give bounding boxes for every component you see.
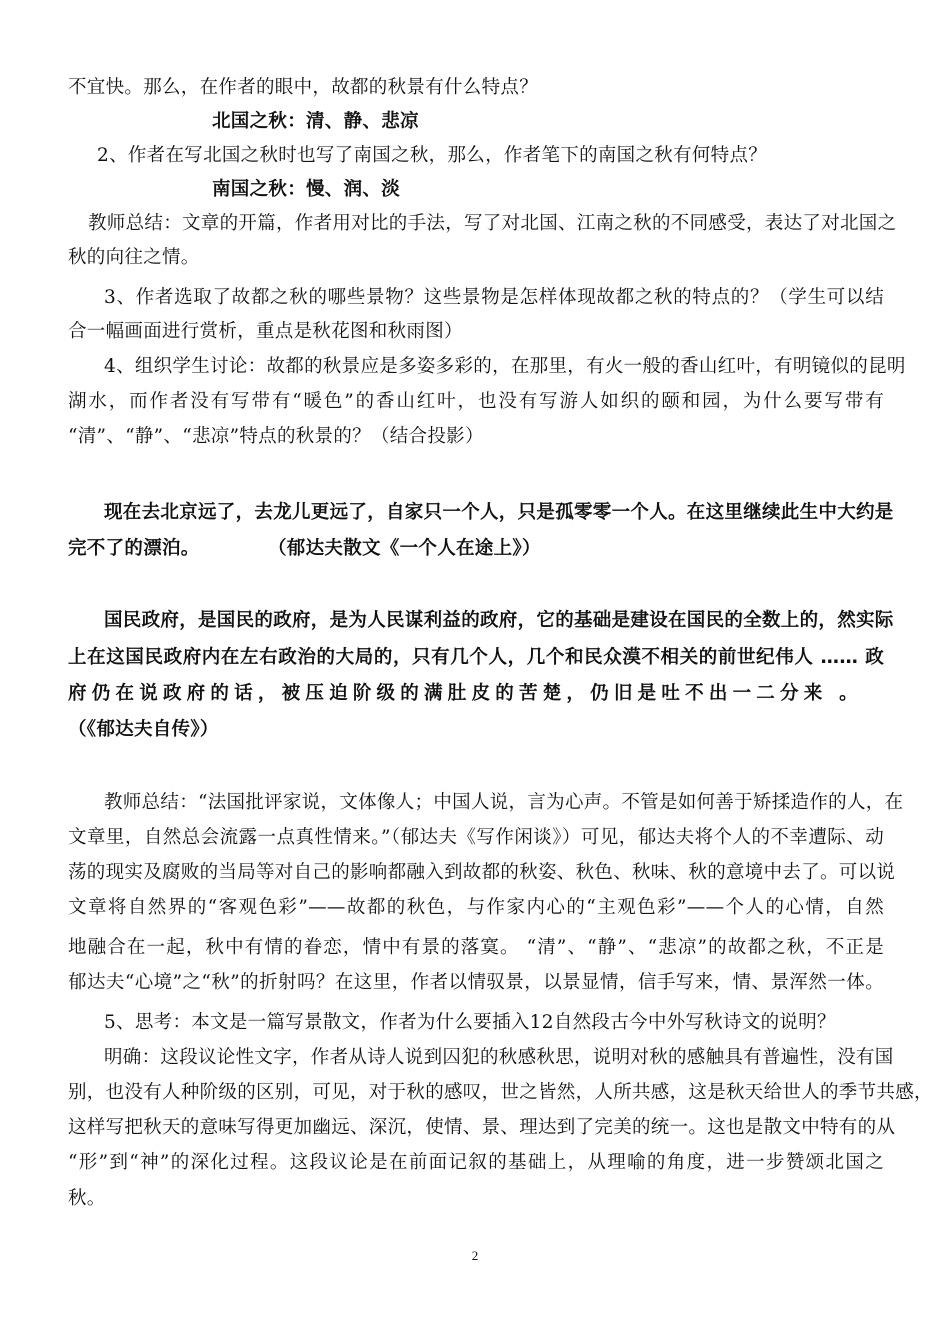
question-5: 5、思考：本文是一篇写景散文，作者为什么要插入12自然段古今中外写秋诗文的说明？ xyxy=(104,1012,836,1033)
teacher-summary-1: 教师总结：文章的开篇，作者用对比的手法，写了对北国、江南之秋的不同感受，表达了对北国之 xyxy=(88,213,897,234)
text-line: 荡的现实及腐败的当局等对自己的影响都融入到故都的秋姿、秋色、秋味、秋的意境中去了。可以说 xyxy=(68,862,896,883)
quote-2-line-2: 上在这国民政府内在左右政治的大局的，只有几个人，几个和民众漠不相关的前世纪伟人 …… 政 xyxy=(68,647,884,668)
text-line: 地融合在一起，秋中有情的眷恋，情中有景的落寞。 “清”、“静”、“悲凉”的故都之秋，不正是 xyxy=(68,937,884,958)
text-line: 文章里，自然总会流露一点真性情来。”（郁达夫《写作闲谈》）可见，郁达夫将个人的不幸遭际、动 xyxy=(68,827,884,848)
quote-1-source: （郁达夫散文《一个人在途上》） xyxy=(268,538,541,559)
text-line: 合一幅画面进行赏析，重点是秋花图和秋雨图） xyxy=(68,321,463,342)
teacher-summary-2: 教师总结：“法国批评家说，文体像人；中国人说，言为心声。不管是如何善于矫揉造作的人，在 xyxy=(104,792,904,813)
text-line: 秋。 xyxy=(68,1188,106,1209)
text-line: 郁达夫“心境”之“秋”的折射吗？在这里，作者以情驭景，以景显情，信手写来，情、景浑然一体。 xyxy=(68,972,884,993)
answer-line-1: 明确：这段议论性文字，作者从诗人说到囚犯的秋感秋思，说明对秋的感触具有普遍性，没有国 xyxy=(104,1047,894,1068)
page-number: 2 xyxy=(471,1248,479,1263)
question-2: 2、作者在写北国之秋时也写了南国之秋，那么，作者笔下的南国之秋有何特点？ xyxy=(97,145,768,166)
text-line: “清”、“静”、“悲凉”特点的秋景的？（结合投影） xyxy=(68,426,484,447)
text-line: 不宜快。那么，在作者的眼中，故都的秋景有什么特点？ xyxy=(68,77,539,98)
question-4: 4、组织学生讨论：故都的秋景应是多姿多彩的，在那里，有火一般的香山红叶，有明镜似的昆明 xyxy=(104,356,906,377)
text-line: 秋的向往之情。 xyxy=(68,247,200,268)
text-line: 别，也没有人种阶级的区别，可见，对于秋的感叹，世之皆然，人所共感，这是秋天给世人的季节共感， xyxy=(68,1082,933,1103)
quote-2-source: （《郁达夫自传》） xyxy=(68,719,219,740)
question-3: 3、作者选取了故都之秋的哪些景物？这些景物是怎样体现故都之秋的特点的？（学生可以结 xyxy=(104,287,884,308)
quote-2-line-1: 国民政府，是国民的政府，是为人民谋利益的政府，它的基础是建设在国民的全数上的，然实际 xyxy=(104,610,894,631)
text-line: 湖水，而作者没有写带有“暖色”的香山红叶，也没有写游人如织的颐和园，为什么要写带有 xyxy=(68,391,884,412)
quote-1-line-2: 完不了的漂泊。 xyxy=(68,538,200,559)
text-line: “形”到“神”的深化过程。这段议论是在前面记叙的基础上，从理喻的角度，进一步赞颂北国之 xyxy=(68,1152,884,1173)
quote-1-line-1: 现在去北京远了，去龙儿更远了，自家只一个人，只是孤零零一个人。在这里继续此生中大约是 xyxy=(104,502,894,523)
quote-2-line-3: 府仍在说政府的话，被压迫阶级的满肚皮的苦楚，仍旧是吐不出一二分来 。 xyxy=(68,683,858,704)
north-autumn-traits: 北国之秋：清、静、悲凉 xyxy=(212,111,419,132)
south-autumn-traits: 南国之秋：慢、润、淡 xyxy=(212,179,401,200)
text-line: 文章将自然界的“客观色彩”——故都的秋色，与作家内心的“主观色彩”——个人的心情，自然 xyxy=(68,897,884,918)
text-line: 这样写把秋天的意味写得更加幽远、深沉，使情、景、理达到了完美的统一。这也是散文中特有的从 xyxy=(68,1117,896,1138)
